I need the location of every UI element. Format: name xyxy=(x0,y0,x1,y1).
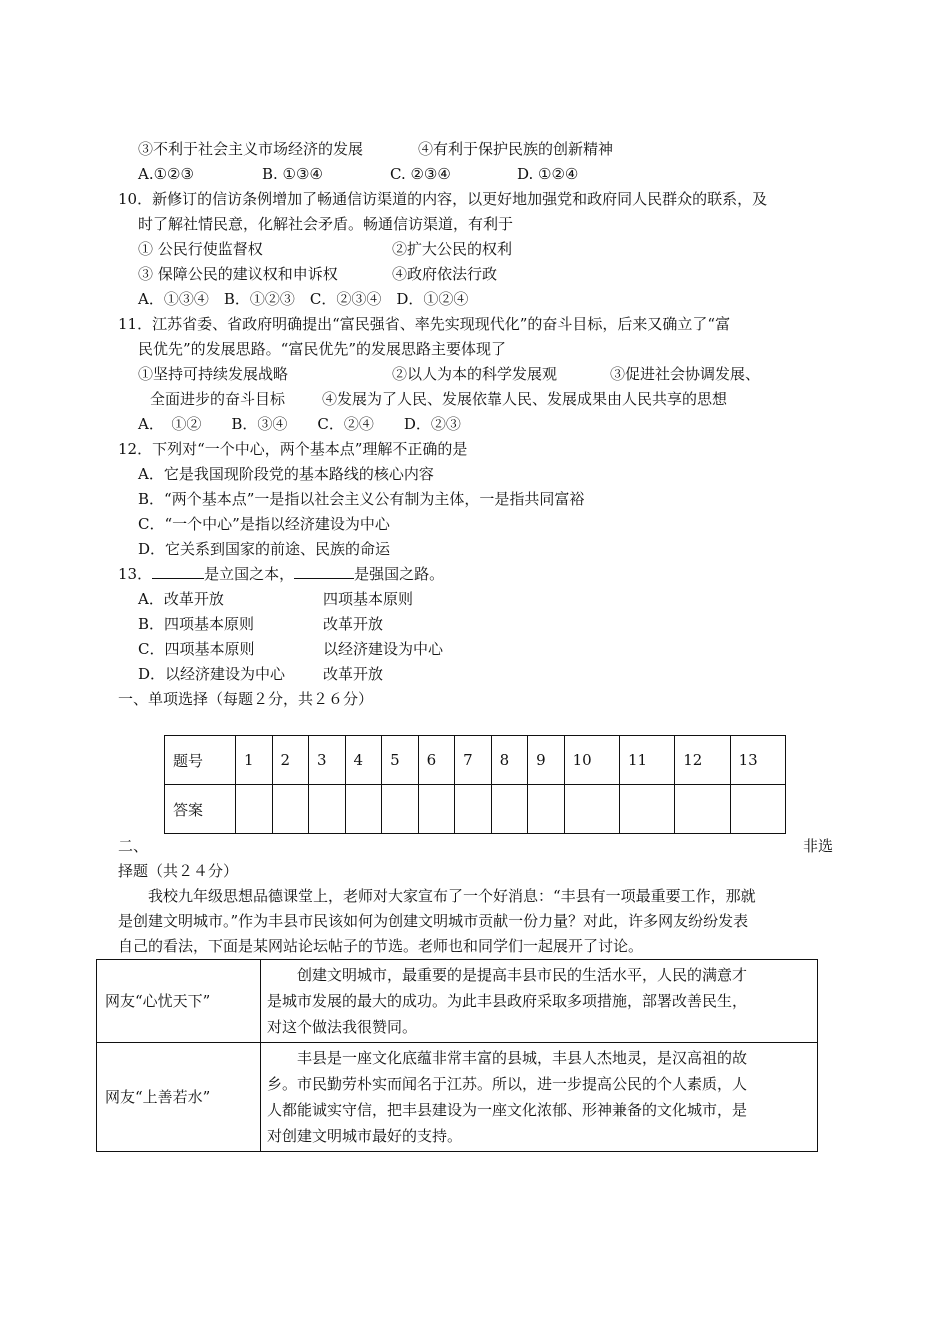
answer-table xyxy=(164,735,786,834)
answer-table-number-cell: 6 xyxy=(418,736,455,785)
answer-cell[interactable] xyxy=(564,785,619,834)
forum-post-2-line: 对创建文明城市最好的支持。 xyxy=(267,1127,463,1145)
answer-table-number-cell: 12 xyxy=(675,736,730,785)
q13-blank-2 xyxy=(294,564,354,579)
q11-option-4: ④发展为了人民、发展依靠人民、发展成果由人民共享的思想 xyxy=(322,390,728,408)
answer-cell[interactable] xyxy=(382,785,419,834)
answer-table-number-cell: 1 xyxy=(236,736,273,785)
q13-choice-c-right: 以经济建设为中心 xyxy=(323,640,444,658)
q13-stem xyxy=(118,564,444,584)
answer-table-number-cell: 4 xyxy=(345,736,382,785)
answer-cell[interactable] xyxy=(675,785,730,834)
q13-blank-1 xyxy=(152,564,204,579)
q9-option-4: ④有利于保护民族的创新精神 xyxy=(418,140,614,158)
answer-cell[interactable] xyxy=(345,785,382,834)
q10-choices: A．①③④ B．①②③ C．②③④ D．①②④ xyxy=(138,290,469,308)
q13-choice-c-left: C．四项基本原则 xyxy=(138,640,255,658)
q10-option-4: ④政府依法行政 xyxy=(392,265,498,283)
q11-stem-line2: 民优先”的发展思路。“富民优先”的发展思路主要体现了 xyxy=(138,340,507,358)
q9-option-3: ③不利于社会主义市场经济的发展 xyxy=(138,140,364,158)
q9-choice-d: D. ①②④ xyxy=(517,165,579,183)
q11-option-3b: 全面进步的奋斗目标 xyxy=(150,390,286,408)
q13-number: 13． xyxy=(118,565,153,583)
q10-option-1: ① 公民行使监督权 xyxy=(138,240,263,258)
section-2-heading-right: 非选 xyxy=(803,837,834,855)
intro-line-2: 是创建文明城市。”作为丰县市民该如何为创建文明城市贡献一份力量？对此，许多网友纷纷发表 xyxy=(118,912,749,930)
answer-table-number-cell: 5 xyxy=(382,736,419,785)
q11-option-3a: ③促进社会协调发展、 xyxy=(610,365,761,383)
q11-option-2: ②以人为本的科学发展观 xyxy=(392,365,558,383)
answer-table-label-answer: 答案 xyxy=(165,785,236,834)
q9-choice-c: C. ②③④ xyxy=(390,165,451,183)
answer-cell[interactable] xyxy=(528,785,565,834)
forum-post-1-line: 创建文明城市，最重要的是提高丰县市民的生活水平，人民的满意才 xyxy=(297,966,748,984)
answer-cell[interactable] xyxy=(418,785,455,834)
answer-table-number-cell: 13 xyxy=(730,736,785,785)
forum-post-2 xyxy=(261,1043,818,1152)
answer-cell[interactable] xyxy=(309,785,346,834)
intro-line-3: 自己的看法，下面是某网站论坛帖子的节选。老师也和同学们一起展开了讨论。 xyxy=(118,937,644,955)
section-1-heading: 一、单项选择（每题２分，共２６分） xyxy=(118,690,374,708)
section-2-prefix: 二、 xyxy=(118,837,149,855)
q12-choice-c: C．“一个中心”是指以经济建设为中心 xyxy=(138,515,390,533)
answer-table-number-cell: 7 xyxy=(455,736,492,785)
q13-stem-middle: 是立国之本， xyxy=(204,565,295,583)
intro-line-1: 我校九年级思想品德课堂上，老师对大家宣布了一个好消息：“丰县有一项最重要工作，那就 xyxy=(148,887,756,905)
q10-option-3: ③ 保障公民的建议权和申诉权 xyxy=(138,265,338,283)
forum-user-1: 网友“心忧天下” xyxy=(97,960,261,1043)
forum-post-1 xyxy=(261,960,818,1043)
answer-cell[interactable] xyxy=(491,785,528,834)
q10-stem-line1: 10．新修订的信访条例增加了畅通信访渠道的内容，以更好地加强党和政府同人民群众的联系，及 xyxy=(118,190,768,208)
q9-choice-b: B. ①③④ xyxy=(262,165,323,183)
q10-option-2: ②扩大公民的权利 xyxy=(392,240,513,258)
answer-table-number-cell: 9 xyxy=(528,736,565,785)
forum-post-1-line: 是城市发展的最大的成功。为此丰县政府采取多项措施，部署改善民生， xyxy=(267,992,748,1010)
q11-option-1: ①坚持可持续发展战略 xyxy=(138,365,289,383)
q12-stem: 12．下列对“一个中心，两个基本点”理解不正确的是 xyxy=(118,440,468,458)
answer-table-number-cell: 11 xyxy=(619,736,674,785)
answer-cell[interactable] xyxy=(236,785,273,834)
answer-table-number-cell: 10 xyxy=(564,736,619,785)
q10-stem-line2: 时了解社情民意，化解社会矛盾。畅通信访渠道，有利于 xyxy=(138,215,514,233)
q13-choice-a-right: 四项基本原则 xyxy=(323,590,414,608)
q13-choice-d-right: 改革开放 xyxy=(323,665,384,683)
q9-choice-a: A.①②③ xyxy=(138,165,194,183)
q13-stem-end: 是强国之路。 xyxy=(354,565,445,583)
answer-cell[interactable] xyxy=(619,785,674,834)
q12-choice-d: D．它关系到国家的前途、民族的命运 xyxy=(138,540,391,558)
q11-choices: A． ①② B．③④ C．②④ D．②③ xyxy=(138,415,461,433)
section-2-heading-line2: 择题（共２４分） xyxy=(118,862,239,880)
answer-table-number-cell: 3 xyxy=(309,736,346,785)
forum-post-row xyxy=(97,1043,818,1152)
answer-cell[interactable] xyxy=(730,785,785,834)
forum-table xyxy=(96,959,818,1152)
q11-stem-line1: 11．江苏省委、省政府明确提出“富民强省、率先实现现代化”的奋斗目标，后来又确立了“富 xyxy=(118,315,731,333)
q13-choice-a-left: A．改革开放 xyxy=(138,590,224,608)
answer-table-row-numbers xyxy=(165,736,786,785)
answer-cell[interactable] xyxy=(272,785,309,834)
answer-table-number-cell: 8 xyxy=(491,736,528,785)
forum-post-2-line: 乡。市民勤劳朴实而闻名于江苏。所以，进一步提高公民的个人素质，人 xyxy=(267,1075,748,1093)
answer-table-row-answers xyxy=(165,785,786,834)
answer-table-number-cell: 2 xyxy=(272,736,309,785)
forum-post-row xyxy=(97,960,818,1043)
answer-table-label-number: 题号 xyxy=(165,736,236,785)
answer-cell[interactable] xyxy=(455,785,492,834)
q13-choice-d-left: D．以经济建设为中心 xyxy=(138,665,286,683)
forum-post-2-line: 丰县是一座文化底蕴非常丰富的县城，丰县人杰地灵，是汉高祖的故 xyxy=(297,1049,748,1067)
q13-choice-b-right: 改革开放 xyxy=(323,615,384,633)
q12-choice-b: B．“两个基本点”一是指以社会主义公有制为主体，一是指共同富裕 xyxy=(138,490,585,508)
q13-choice-b-left: B．四项基本原则 xyxy=(138,615,255,633)
forum-post-1-line: 对这个做法我很赞同。 xyxy=(267,1018,418,1036)
q12-choice-a: A．它是我国现阶段党的基本路线的核心内容 xyxy=(138,465,434,483)
forum-user-2: 网友“上善若水” xyxy=(97,1043,261,1152)
forum-post-2-line: 人都能诚实守信，把丰县建设为一座文化浓郁、形神兼备的文化城市，是 xyxy=(267,1101,748,1119)
